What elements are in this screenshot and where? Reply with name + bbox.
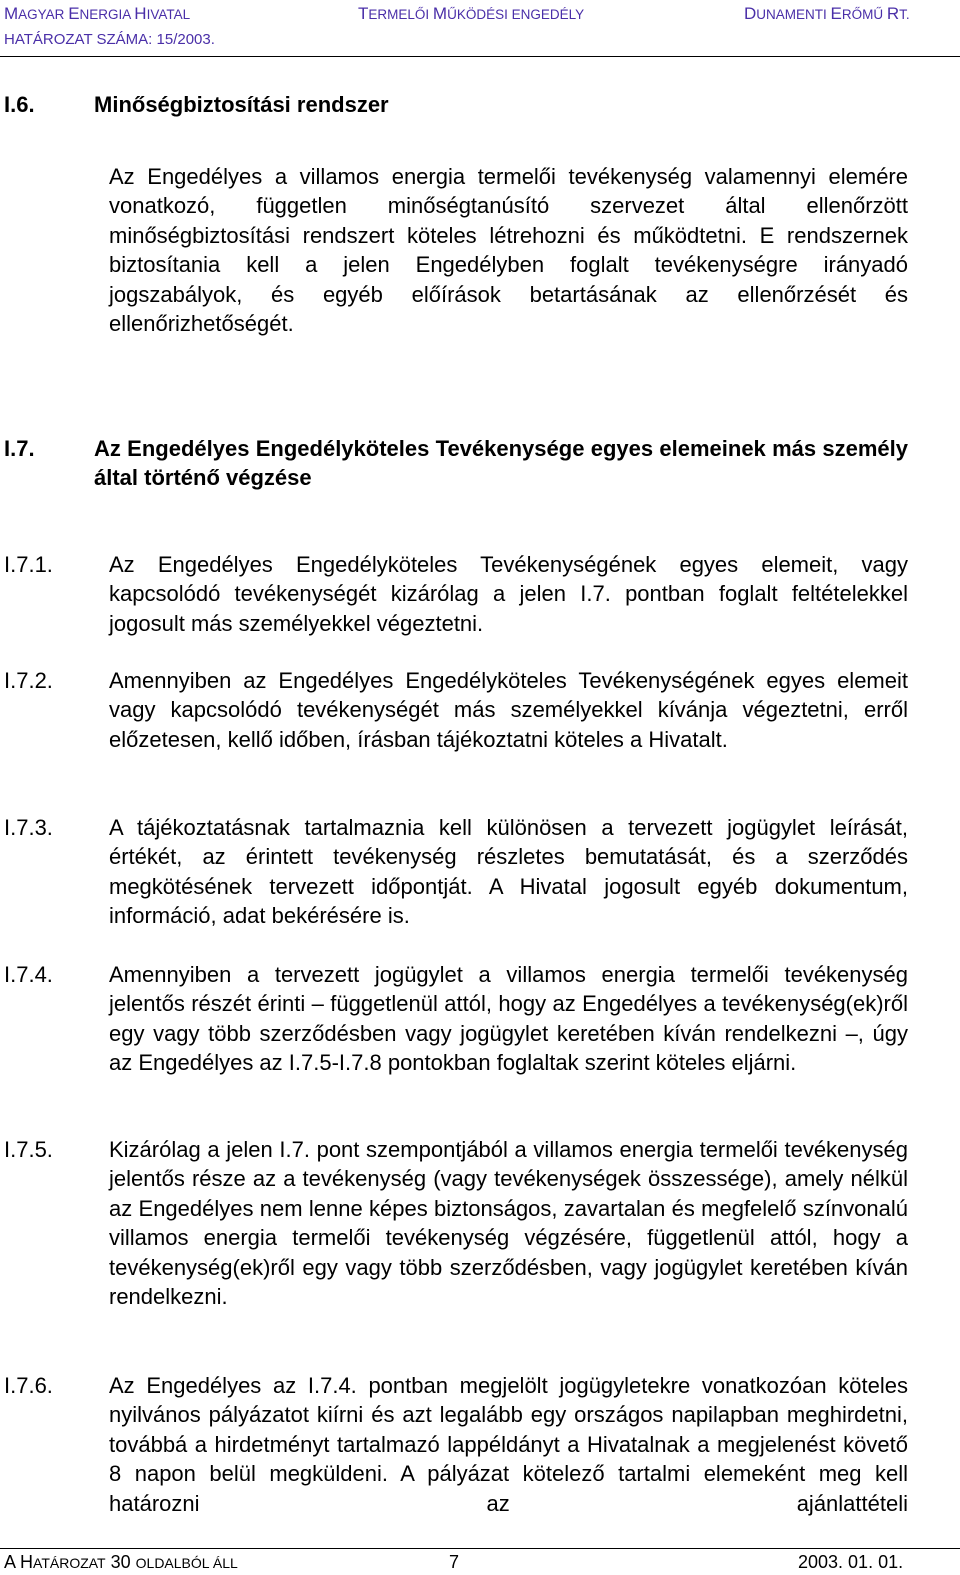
item-text: A tájékoztatásnak tartalmaznia kell különösen a tervezett jogügylet leírását, értékét, az érintett tevékenység részletes bemutatását, és a szerződés megkötésének tervezett időpontját. A Hivatal jogosult egyéb dokumentum, információ, adat bekérésére is. — [109, 815, 908, 929]
item-number: I.7.3. — [4, 815, 53, 840]
item-number: I.7.2. — [4, 668, 53, 693]
section-title: Az Engedélyes Engedélyköteles Tevékenysége egyes elemeinek más személy által történő végzése — [94, 436, 908, 490]
item-text: Amennyiben az Engedélyes Engedélyköteles Tevékenységének egyes elemeit vagy kapcsolódó tevékenységét más személyekkel kívánja végeztetni, erről előzetesen, kellő időben, írásban tájékoztatni köteles a Hivatalt. — [109, 668, 908, 752]
item-text: Az Engedélyes az I.7.4. pontban megjelölt jogügyletekre vonatkozóan köteles nyilvános pályázatot kiírni és azt legalább egy országos napilapban meghirdetni, továbbá a hirdetményt tartalmazó lappéldányt a Hivatalnak a megjelenést követő 8 napon belül megküldeni. A pályázat kötelező tartalmi elemeként meg kell határozni az ajánlattételi — [109, 1373, 908, 1516]
footer-page-number: 7 — [449, 1552, 460, 1572]
page-footer — [0, 1548, 960, 1575]
item-text: Az Engedélyes Engedélyköteles Tevékenységének egyes elemeit, vagy kapcsolódó tevékenységét kizárólag a jelen I.7. pontban foglalt feltételekkel jogosult más személyekkel végeztetni. — [109, 552, 908, 636]
section-title: Minőségbiztosítási rendszer — [94, 92, 389, 117]
footer-page-count: A HATÁROZAT 30 OLDALBÓL ÁLL — [4, 1552, 238, 1572]
header-document-type: TERMELŐI MŰKÖDÉSI ENGEDÉLY — [358, 4, 585, 23]
header-authority: MAGYAR ENERGIA HIVATAL — [4, 4, 191, 23]
section-number: I.7. — [4, 436, 35, 461]
section-number: I.6. — [4, 92, 35, 117]
footer-divider — [0, 1548, 960, 1549]
item-number: I.7.1. — [4, 552, 53, 577]
item-number: I.7.5. — [4, 1137, 53, 1162]
footer-date: 2003. 01. 01. — [798, 1552, 904, 1572]
header-resolution-number: HATÁROZAT SZÁMA: 15/2003. — [4, 31, 215, 48]
header-company: DUNAMENTI ERŐMŰ RT. — [744, 4, 910, 23]
header-divider — [0, 56, 960, 57]
section-paragraph: Az Engedélyes a villamos energia termelői tevékenység valamennyi elemére vonatkozó, független minőségtanúsító szervezet által ellenőrzött minőségbiztosítási rendszert köteles létrehozni és működtetni. E rendszernek biztosítania kell a jelen Engedélyben foglalt tevékenységre irányadó jogszabályok, és egyéb előírások betartásának az ellenőrzését és ellenőrizhetőségét. — [109, 164, 908, 337]
item-number: I.7.6. — [4, 1373, 53, 1398]
item-number: I.7.4. — [4, 962, 53, 987]
item-text: Kizárólag a jelen I.7. pont szempontjából a villamos energia termelői tevékenység jelentős része az a tevékenység (vagy tevékenységek összessége), amely nélkül az Engedélyes nem lenne képes biztonságos, zavartalan és megfelelő színvonalú villamos energia termelői tevékenység végzésére, függetlenül attól, hogy a tevékenység(ek)ről egy vagy több szerződésben, vagy jogügylet keretében kíván rendelkezni. — [109, 1137, 908, 1310]
item-text: Amennyiben a tervezett jogügylet a villamos energia termelői tevékenység jelentős részét érinti – függetlenül attól, hogy az Engedélyes a tevékenység(ek)ről egy vagy több szerződésben vagy jogügylet keretében kíván rendelkezni –, úgy az Engedélyes az I.7.5-I.7.8 pontokban foglaltak szerint köteles eljárni. — [109, 962, 908, 1076]
